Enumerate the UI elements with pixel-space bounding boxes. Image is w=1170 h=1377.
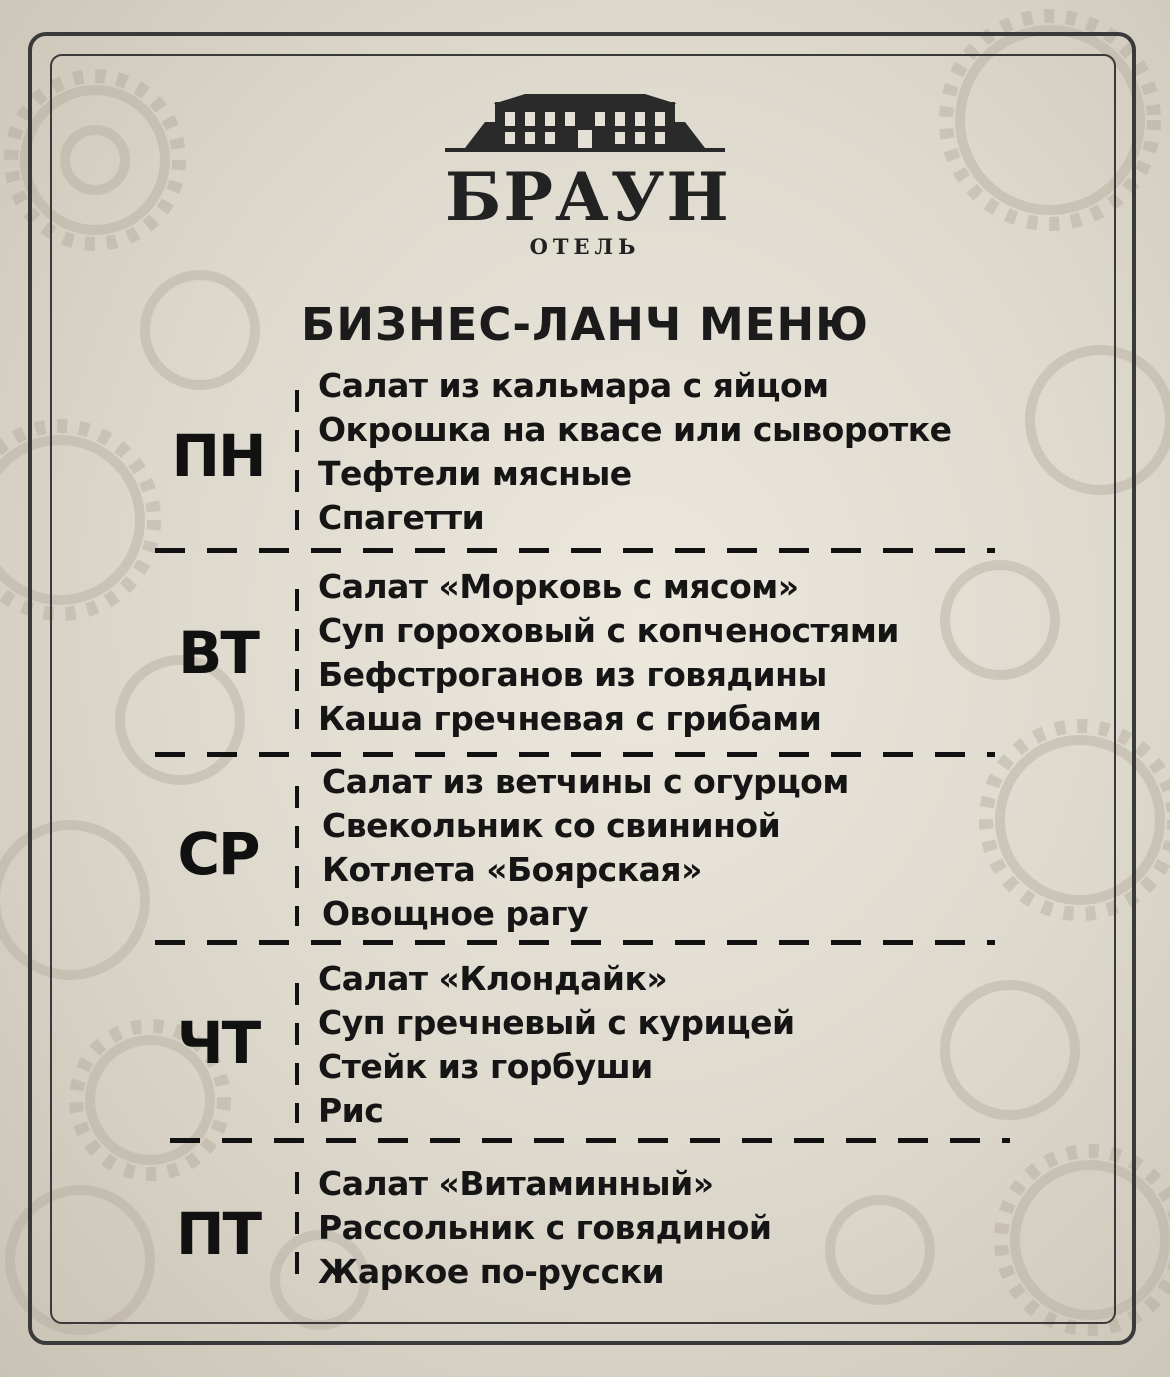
dashed-divider [170, 1138, 1010, 1143]
day-block-wednesday [150, 760, 1030, 940]
vertical-separator [295, 390, 299, 530]
dish-item: Суп гороховый с копченостями [318, 611, 899, 650]
dish-item: Салат из кальмара с яйцом [318, 366, 829, 405]
day-block-friday [150, 1162, 1030, 1302]
dish-item: Котлета «Боярская» [322, 850, 702, 889]
day-block-tuesday [150, 565, 1030, 745]
day-block-thursday [150, 957, 1030, 1137]
dish-item: Спагетти [318, 498, 485, 537]
dish-item: Жаркое по-русски [318, 1252, 665, 1291]
dish-item: Овощное рагу [322, 894, 589, 933]
hotel-logo [445, 92, 731, 262]
dish-item: Бефстроганов из говядины [318, 655, 827, 694]
day-label: ЧТ [176, 1009, 260, 1077]
day-label: СР [177, 820, 259, 888]
vertical-separator [295, 983, 299, 1123]
dashed-divider [155, 940, 995, 945]
day-label: ПТ [175, 1200, 261, 1268]
dish-item: Салат «Морковь с мясом» [318, 567, 799, 606]
day-block-monday [150, 364, 1030, 544]
dish-item: Рассольник с говядиной [318, 1208, 772, 1247]
dish-list [318, 957, 795, 1133]
dish-item: Окрошка на квасе или сыворотке [318, 410, 952, 449]
vertical-separator [295, 589, 299, 729]
dashed-divider [155, 548, 995, 553]
dish-item: Суп гречневый с курицей [318, 1003, 795, 1042]
dish-item: Салат из ветчины с огурцом [322, 762, 849, 801]
dish-item: Стейк из горбуши [318, 1047, 653, 1086]
dish-item: Салат «Витаминный» [318, 1164, 714, 1203]
day-label: ПН [171, 422, 265, 490]
dish-item: Каша гречневая с грибами [318, 699, 822, 738]
dish-list [322, 760, 849, 936]
dashed-divider [155, 752, 995, 757]
brand-name: БРАУН [445, 158, 731, 236]
dish-list [318, 565, 899, 741]
dish-list [318, 1162, 772, 1294]
dish-item: Тефтели мясные [318, 454, 632, 493]
day-label: ВТ [178, 619, 258, 687]
dish-item: Салат «Клондайк» [318, 959, 668, 998]
menu-title: БИЗНЕС-ЛАНЧ МЕНЮ [301, 298, 869, 351]
hotel-building-icon [445, 92, 725, 162]
vertical-separator [295, 1172, 299, 1292]
vertical-separator [295, 786, 299, 926]
dish-item: Рис [318, 1091, 384, 1130]
dish-list [318, 364, 952, 540]
dish-item: Свекольник со свининой [322, 806, 781, 845]
brand-subtitle: ОТЕЛЬ [529, 234, 641, 259]
